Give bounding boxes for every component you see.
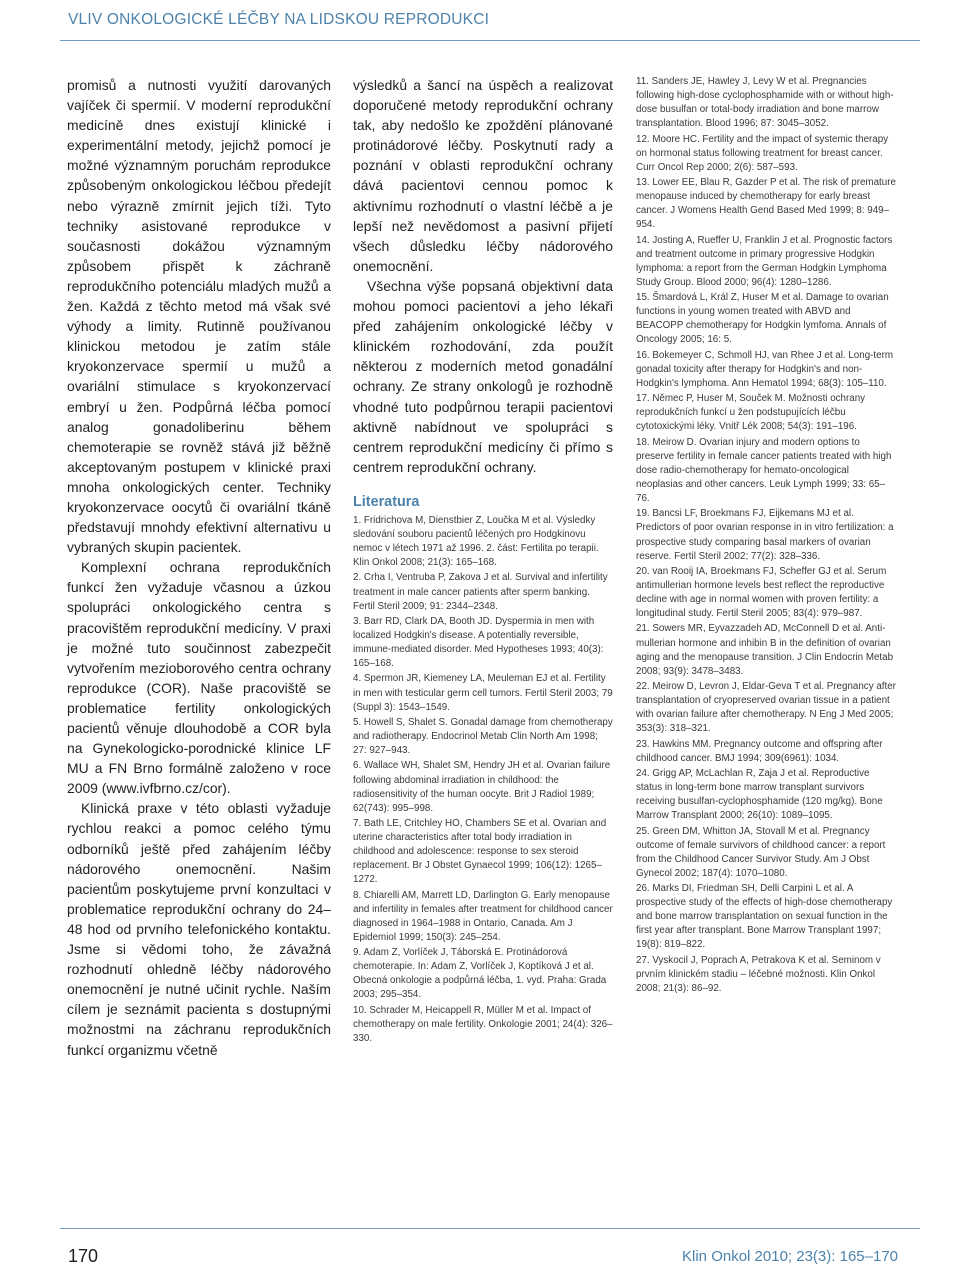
reference-item: 23. Hawkins MM. Pregnancy outcome and offspring after childhood cancer. BMJ 1994; 309(6961): 1034.: [636, 738, 883, 764]
references-heading: Literatura: [353, 493, 420, 510]
reference-item: 8. Chiarelli AM, Marrett LD, Darlington G. Early menopause and infertility in females after treatment for childhood cancer diagnosed in 1964–1988 in Ontario, Canada. Am J Epidemiol 1999; 150(3): 245–254.: [353, 889, 613, 943]
reference-item: 1. Fridrichova M, Dienstbier Z, Loučka M et al. Výsledky sledování souboru pacientů léčených pro Hodgkinovu nemoc v létech 1971 až 1996. 2. část: Fertilita po terapii. Klin Onkol 2008; 21(3): 165–168.: [353, 514, 599, 569]
reference-item: 27. Vyskocil J, Poprach A, Petrakova K et al. Seminom v prvním klinickém stadiu – léčebné možnosti. Klin Onkol 2008; 21(3): 86–92.: [636, 954, 881, 994]
reference-item: 5. Howell S, Shalet S. Gonadal damage from chemotherapy and radiotherapy. Endocrinol Metab Clin North Am 1998; 27: 927–943.: [353, 716, 613, 757]
reference-item: 2. Crha I, Ventruba P, Zakova J et al. Survival and infertility treatment in male cancer patients after sperm banking. Fertil Steril 2009; 91: 2344–2348.: [353, 572, 608, 612]
journal-citation: Klin Onkol 2010; 23(3): 165–170: [682, 1248, 898, 1265]
reference-item: 14. Josting A, Rueffer U, Franklin J et al. Prognostic factors and treatment outcome in primary progressive Hodgkin lymphoma: a report from the German Hodgkin Lymphoma Study Group. Blood 2000; 96(4): 1280–1286.: [636, 234, 893, 288]
reference-item: 17. Němec P, Huser M, Souček M. Možnosti ochrany reprodukčních funkcí u žen podstupujících léčbu cytotoxickými léky. Vnitř Lék 2008; 54(3): 191–196.: [636, 393, 866, 433]
reference-item: 13. Lower EE, Blau R, Gazder P et al. The risk of premature menopause induced by chemotherapy for early breast cancer. J Womens Health Gend Based Med 1999; 8: 949–954.: [636, 177, 896, 231]
reference-item: 3. Barr RD, Clark DA, Booth JD. Dyspermia in men with localized Hodgkin's disease. A potentially reversible, immune-mediated disorder. Med Hypotheses 1993; 40(3): 165–168.: [353, 615, 604, 670]
reference-item: 7. Bath LE, Critchley HO, Chambers SE et al. Ovarian and uterine characteristics after total body irradiation in childhood and adolescence: response to sex steroid replacement. Br J Obstet Gynaecol 1999; 106(12): 1265–1272.: [353, 817, 607, 886]
reference-column-3: [636, 75, 898, 997]
body-paragraph: výsledků a šancí na úspěch a realizovat doporučené metody reprodukční ochrany tak, aby nedošlo ke zpoždění plánované protinádorové léčby. Poskytnutí rady a poznání v oblasti reprodukční ochrany dává pacientovi cennou pomoc k aktivnímu rozhodnutí o vlastní léčbě a je lepší než nevědomost a pasivní přijetí všech důsledku léčby nádorového onemocnění.: [353, 77, 613, 274]
body-paragraph: Klinická praxe v této oblasti vyžaduje rychlou reakci a pomoc celého týmu odborníků ještě před zahájením léčby nádorového onemocnění. Našim pacientům poskytujeme první konzultaci v problematice reprodukční ochrany do 24–48 hod od prvního telefonického kontaktu. Jsme si vědomi toho, že závažná rozhodnutí ohledně léčby nádorového onemocnění je nutné učinit rychle. Naším cílem je seznámit pacienta s dostupnými možnostmi na záchranu reprodukčních funkcí organizmu včetně: [67, 800, 331, 1058]
text-column-2: [353, 75, 613, 1047]
reference-item: 4. Spermon JR, Kiemeney LA, Meuleman EJ et al. Fertility in men with testicular germ cell tumors. Fertil Steril 2003; 79 (Suppl 3): 1543–1549.: [353, 673, 613, 713]
reference-item: 22. Meirow D, Levron J, Eldar-Geva T et al. Pregnancy after transplantation of cryopreserved ovarian tissue in a patient with ovarian failure after chemotherapy. N Eng J Med 2005; 353(3): 318–321.: [636, 681, 896, 735]
reference-item: 20. van Rooij IA, Broekmans FJ, Scheffer GJ et al. Serum antimullerian hormone levels best reflect the reproductive decline with age in normal women with proven fertility: a longitudinal study. Fertil Steril 2005; 83(4): 979–987.: [636, 565, 887, 620]
running-title: VLIV ONKOLOGICKÉ LÉČBY NA LIDSKOU REPRODUKCI: [68, 11, 490, 28]
reference-item: 21. Sowers MR, Eyvazzadeh AD, McConnell D et al. Anti-mullerian hormone and inhibin B in the definition of ovarian aging and the menopause transition. J Clin Endocrin Metab 2008; 93(9): 3478–3483.: [636, 623, 894, 677]
reference-item: 25. Green DM, Whitton JA, Stovall M et al. Pregnancy outcome of female survivors of childhood cancer: a report from the Childhood Cancer Survivor Study. Am J Obst Gynecol 2002; 187(4): 1070–1080.: [636, 825, 886, 879]
footer-divider: [60, 1228, 920, 1229]
reference-item: 10. Schrader M, Heicappell R, Müller M et al. Impact of chemotherapy on male fertility. Onkologie 2001; 24(4): 326–330.: [353, 1004, 613, 1044]
reference-item: 12. Moore HC. Fertility and the impact of systemic therapy on hormonal status following treatment for breast cancer. Curr Oncol Rep 2000; 2(6): 587–593.: [636, 133, 889, 173]
reference-item: 16. Bokemeyer C, Schmoll HJ, van Rhee J et al. Long-term gonadal toxicity after therapy for Hodgkin's and non-Hodgkin's lymphoma. Ann Hematol 1994; 68(3): 105–110.: [636, 349, 894, 389]
reference-item: 19. Bancsi LF, Broekmans FJ, Eijkemans MJ et al. Predictors of poor ovarian response in in vitro fertilization: a prospective study comparing basal markers of ovarian reserve. Fertil Steril 2002; 77(2): 328–336.: [636, 508, 894, 562]
text-column-1: [67, 75, 331, 1060]
page-number: 170: [68, 1246, 99, 1266]
reference-item: 6. Wallace WH, Shalet SM, Hendry JH et al. Ovarian failure following abdominal irradiation in childhood: the radiosensitivity of the human oocyte. Brit J Radiol 1989; 62(743): 995–998.: [353, 760, 611, 814]
body-paragraph: Všechna výše popsaná objektivní data mohou pomoci pacientovi a jeho lékaři před zahájením onkologické léčby v klinickém rozhodování, zda použít některou z moderních metod gonadální ochrany. Ze strany onkologů je rozhodně vhodné tuto podpůrnou terapii pacientovi aktivně nabídnout ve spolupráci s centrem reprodukční medicíny či přímo s centrem reprodukční ochrany.: [353, 277, 613, 475]
reference-item: 9. Adam Z, Vorlíček J, Táborská E. Protinádorová chemoterapie. In: Adam Z, Vorlíček J, Koptíková J et al. Obecná onkologie a podpůrná léčba, 1. vyd. Praha: Grada 2003; 295–354.: [353, 947, 607, 1001]
reference-item: 11. Sanders JE, Hawley J, Levy W et al. Pregnancies following high-dose cyclophosphamide with or without high-dose busulfan or total-body irradiation and bone marrow transplantation. Blood 1996; 87: 3045–3052.: [636, 76, 894, 130]
header-divider: [60, 40, 920, 41]
body-paragraph: Komplexní ochrana reprodukčních funkcí žen vyžaduje včasnou a úzkou spolupráci onkologického centra s pracovištěm reprodukční medicíny. V praxi je možné tuto součinnost zabezpečit vytvořením mezioborového centra ochrany reprodukce (COR). Naše pracoviště se problematice fertility onkologických pacientů věnuje dlouhodobě a COR byla na Gynekologicko-porodnické klinice LF MU a FN Brno formálně založeno v roce 2009 (www.ivfbrno.cz/cor).: [67, 559, 331, 797]
reference-list: [353, 514, 613, 1046]
reference-item: 15. Šmardová L, Král Z, Huser M et al. Damage to ovarian functions in young women treated with ABVD and BEACOPP chemotherapy for Hodgkin lymfoma. Annals of Oncology 2005; 16: 5.: [636, 292, 889, 346]
body-paragraph: promisů a nutnosti využití darovaných vajíček či spermií. V moderní reprodukční medicíně dnes existují klinické i experimentální metody, jejichž pomocí je možné významným poruchám reprodukce způsobeným onkologickou léčbou předejít nebo výrazně zmírnit jejich tíži. Tyto techniky asistované reprodukce v současnosti dokážou významným způsobem přispět k záchraně reprodukčního potenciálu mladých mužů a žen. Každá z těchto metod má však své výhody a limity. Rutinně používanou klinickou metodou je zatím stále kryokonzervace spermií u mužů a ovariální stimulace s kryokonzervací embryí u žen. Podpůrná léčba pomocí analog gonadoliberinu během chemoterapie se rovněž stává již běžně akceptovaným postupem v klinické praxi mnoha onkologických center. Techniky kryokonzervace oocytů či ovariální tkáně představují mnohdy efektivní alternativu u vybraných skupin pacientek.: [67, 77, 331, 556]
reference-item: 18. Meirow D. Ovarian injury and modern options to preserve fertility in female cancer patients treated with high dose radio-chemotherapy for hemato-oncological neoplasias and other cancers. Leuk Lymph 1999; 33: 65–76.: [636, 436, 892, 505]
reference-item: 26. Marks DI, Friedman SH, Delli Carpini L et al. A prospective study of the effects of high-dose chemotherapy and bone marrow transplantation on sexual function in the first year after transplant. Bone Marrow Transplant 1997; 19(8): 819–822.: [636, 883, 893, 951]
reference-item: 24. Grigg AP, McLachlan R, Zaja J et al. Reproductive status in long-term bone marrow transplant survivors receiving busulfan-cyclophosphamide (120 mg/kg). Bone Marrow Transplant 2000; 26(10): 1089–1095.: [636, 767, 883, 822]
